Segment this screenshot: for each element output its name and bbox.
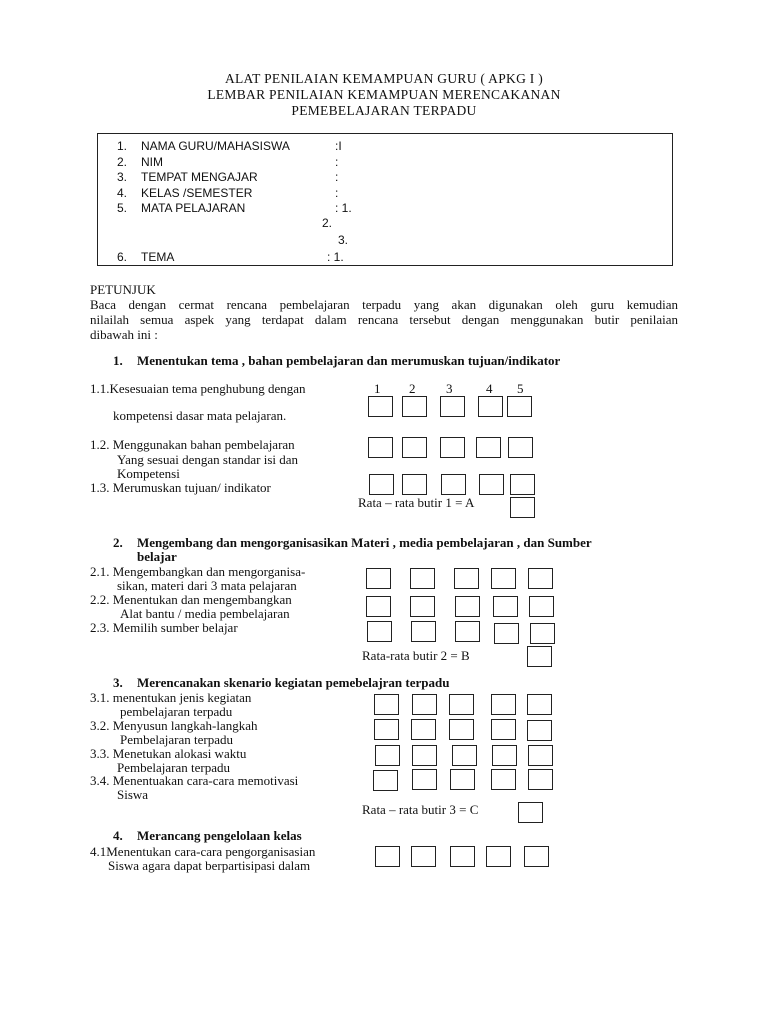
section-2-title-line-2: belajar: [137, 549, 177, 564]
score-box-2-3-1[interactable]: [367, 621, 392, 642]
score-box-1-2-2[interactable]: [402, 437, 427, 458]
score-box-1-3-3[interactable]: [441, 474, 466, 495]
score-box-1-1-5[interactable]: [507, 396, 532, 417]
info-label-mapel: MATA PELAJARAN: [141, 201, 246, 215]
score-box-3-3-5[interactable]: [528, 745, 553, 766]
score-box-3-3-1[interactable]: [375, 745, 400, 766]
score-box-2-2-3[interactable]: [455, 596, 480, 617]
doc-title-line3: PEMEBELAJARAN TERPADU: [291, 103, 477, 118]
score-box-2-1-5[interactable]: [528, 568, 553, 589]
section-1-average-label: Rata – rata butir 1 = A: [358, 495, 475, 510]
info-value-tempat[interactable]: :: [335, 170, 339, 184]
score-box-1-1-3[interactable]: [440, 396, 465, 417]
score-box-2-2-5[interactable]: [529, 596, 554, 617]
item-3-1-line-1: 3.1. menentukan jenis kegiatan: [90, 690, 252, 705]
score-box-2-2-1[interactable]: [366, 596, 391, 617]
score-box-3-4-3[interactable]: [450, 769, 475, 790]
score-box-2-2-4[interactable]: [493, 596, 518, 617]
scale-label-4: 4: [486, 381, 493, 396]
item-1-1-line-1: 1.1.Kesesuaian tema penghubung dengan: [90, 381, 306, 396]
item-4-1-line-1: 4.1Menentukan cara-cara pengorganisasian: [90, 844, 316, 859]
item-3-4-line-2: Siswa: [117, 787, 149, 802]
score-box-1-2-3[interactable]: [440, 437, 465, 458]
score-box-1-1-1[interactable]: [368, 396, 393, 417]
item-1-2-line-1: 1.2. Menggunakan bahan pembelajaran: [90, 437, 295, 452]
info-value-tema[interactable]: : 1.: [327, 250, 344, 264]
scale-label-2: 2: [409, 381, 416, 396]
score-box-1-3-5[interactable]: [510, 474, 535, 495]
score-box-1-3-2[interactable]: [402, 474, 427, 495]
section-2-average-box[interactable]: [527, 646, 552, 667]
score-box-2-1-3[interactable]: [454, 568, 479, 589]
score-box-4-1-3[interactable]: [450, 846, 475, 867]
score-box-2-1-2[interactable]: [410, 568, 435, 589]
section-2-average-label: Rata-rata butir 2 = B: [362, 648, 470, 663]
score-box-1-2-1[interactable]: [368, 437, 393, 458]
info-num-6: 6.: [117, 250, 128, 264]
scale-label-3: 3: [446, 381, 453, 396]
score-box-4-1-2[interactable]: [411, 846, 436, 867]
score-box-3-1-2[interactable]: [412, 694, 437, 715]
info-label-kelas: KELAS /SEMESTER: [141, 186, 253, 200]
section-2-title-line-1: Mengembang dan mengorganisasikan Materi , media pembelajaran , dan Sumber: [137, 535, 592, 550]
score-box-1-2-5[interactable]: [508, 437, 533, 458]
info-num-1: 1.: [117, 139, 128, 153]
score-box-3-4-2[interactable]: [412, 769, 437, 790]
score-box-3-4-1[interactable]: [373, 770, 398, 791]
item-3-4-line-1: 3.4. Menentuakan cara-cara memotivasi: [90, 773, 299, 788]
section-1-average-box[interactable]: [510, 497, 535, 518]
score-box-4-1-5[interactable]: [524, 846, 549, 867]
section-4-number: 4.: [113, 828, 123, 843]
score-box-3-2-1[interactable]: [374, 719, 399, 740]
score-box-2-1-1[interactable]: [366, 568, 391, 589]
item-3-3-line-2: Pembelajaran terpadu: [117, 760, 230, 775]
scale-label-1: 1: [374, 381, 381, 396]
score-box-1-3-4[interactable]: [479, 474, 504, 495]
petunjuk-line-1: Baca dengan cermat rencana pembelajaran terpadu yang akan digunakan oleh guru kemudian: [90, 297, 678, 312]
item-2-2-line-2: Alat bantu / media pembelajaran: [120, 606, 290, 621]
doc-title-line1: ALAT PENILAIAN KEMAMPUAN GURU ( APKG I ): [224, 71, 544, 86]
item-3-2-line-1: 3.2. Menyusun langkah-langkah: [90, 718, 258, 733]
section-3-average-box[interactable]: [518, 802, 543, 823]
info-label-nim: NIM: [141, 155, 163, 169]
info-num-3: 3.: [117, 170, 128, 184]
score-box-3-3-3[interactable]: [452, 745, 477, 766]
score-box-3-4-5[interactable]: [528, 769, 553, 790]
score-box-2-1-4[interactable]: [491, 568, 516, 589]
info-value-mapel-3[interactable]: 3.: [338, 233, 349, 247]
score-box-2-2-2[interactable]: [410, 596, 435, 617]
item-2-3-line-1: 2.3. Memilih sumber belajar: [90, 620, 238, 635]
score-box-3-3-4[interactable]: [492, 745, 517, 766]
item-3-3-line-1: 3.3. Menetukan alokasi waktu: [90, 746, 247, 761]
info-value-nim[interactable]: :: [335, 155, 339, 169]
info-num-4: 4.: [117, 186, 128, 200]
item-2-1-line-2: sikan, materi dari 3 mata pelajaran: [117, 578, 297, 593]
score-box-2-3-4[interactable]: [494, 623, 519, 644]
score-box-3-2-5[interactable]: [527, 720, 552, 741]
score-box-3-2-4[interactable]: [491, 719, 516, 740]
score-box-1-1-2[interactable]: [402, 396, 427, 417]
petunjuk-line-3: dibawah ini :: [90, 327, 158, 342]
info-label-tema: TEMA: [141, 250, 175, 264]
score-box-4-1-1[interactable]: [375, 846, 400, 867]
score-box-2-3-5[interactable]: [530, 623, 555, 644]
score-box-4-1-4[interactable]: [486, 846, 511, 867]
section-3-number: 3.: [113, 675, 123, 690]
section-1-number: 1.: [113, 353, 123, 368]
info-num-5: 5.: [117, 201, 128, 215]
info-value-mapel-2[interactable]: 2.: [322, 216, 333, 230]
score-box-3-1-5[interactable]: [527, 694, 552, 715]
section-3-title: Merencanakan skenario kegiatan pemebelajran terpadu: [137, 675, 450, 690]
score-box-1-2-4[interactable]: [476, 437, 501, 458]
section-2-number: 2.: [113, 535, 123, 550]
section-4-title: Merancang pengelolaan kelas: [137, 828, 302, 843]
section-3-average-label: Rata – rata butir 3 = C: [362, 802, 479, 817]
score-box-3-1-3[interactable]: [449, 694, 474, 715]
score-box-3-1-4[interactable]: [491, 694, 516, 715]
score-box-3-4-4[interactable]: [491, 769, 516, 790]
item-3-1-line-2: pembelajaran terpadu: [120, 704, 233, 719]
scale-label-5: 5: [517, 381, 524, 396]
item-1-2-line-2: Yang sesuai dengan standar isi dan: [117, 452, 299, 467]
score-box-1-1-4[interactable]: [478, 396, 503, 417]
info-value-nama[interactable]: :I: [335, 139, 342, 153]
item-1-3-line-1: 1.3. Merumuskan tujuan/ indikator: [90, 480, 271, 495]
info-label-nama: NAMA GURU/MAHASISWA: [141, 139, 290, 153]
score-box-3-2-2[interactable]: [411, 719, 436, 740]
score-box-2-3-3[interactable]: [455, 621, 480, 642]
info-value-kelas[interactable]: :: [335, 186, 339, 200]
section-1-title: Menentukan tema , bahan pembelajaran dan merumuskan tujuan/indikator: [137, 353, 561, 368]
score-box-3-3-2[interactable]: [412, 745, 437, 766]
score-box-2-3-2[interactable]: [411, 621, 436, 642]
score-box-3-2-3[interactable]: [449, 719, 474, 740]
item-4-1-line-2: Siswa agara dapat berpartisipasi dalam: [108, 858, 311, 873]
item-1-2-line-3: Kompetensi: [117, 466, 180, 481]
item-2-1-line-1: 2.1. Mengembangkan dan mengorganisa-: [90, 564, 306, 579]
item-2-2-line-1: 2.2. Menentukan dan mengembangkan: [90, 592, 292, 607]
petunjuk-line-2: nilailah semua aspek yang terdapat dalam rencana tersebut dengan menggunakan butir penilaian: [90, 312, 678, 327]
info-num-2: 2.: [117, 155, 128, 169]
score-box-1-3-1[interactable]: [369, 474, 394, 495]
info-value-mapel-1[interactable]: : 1.: [335, 201, 352, 215]
item-3-2-line-2: Pembelajaran terpadu: [120, 732, 233, 747]
score-box-3-1-1[interactable]: [374, 694, 399, 715]
petunjuk-heading: PETUNJUK: [90, 282, 156, 297]
info-label-tempat: TEMPAT MENGAJAR: [141, 170, 258, 184]
doc-title-line2: LEMBAR PENILAIAN KEMAMPUAN MERENCAKANAN: [207, 87, 561, 102]
item-1-1-line-2: kompetensi dasar mata pelajaran.: [113, 408, 287, 423]
